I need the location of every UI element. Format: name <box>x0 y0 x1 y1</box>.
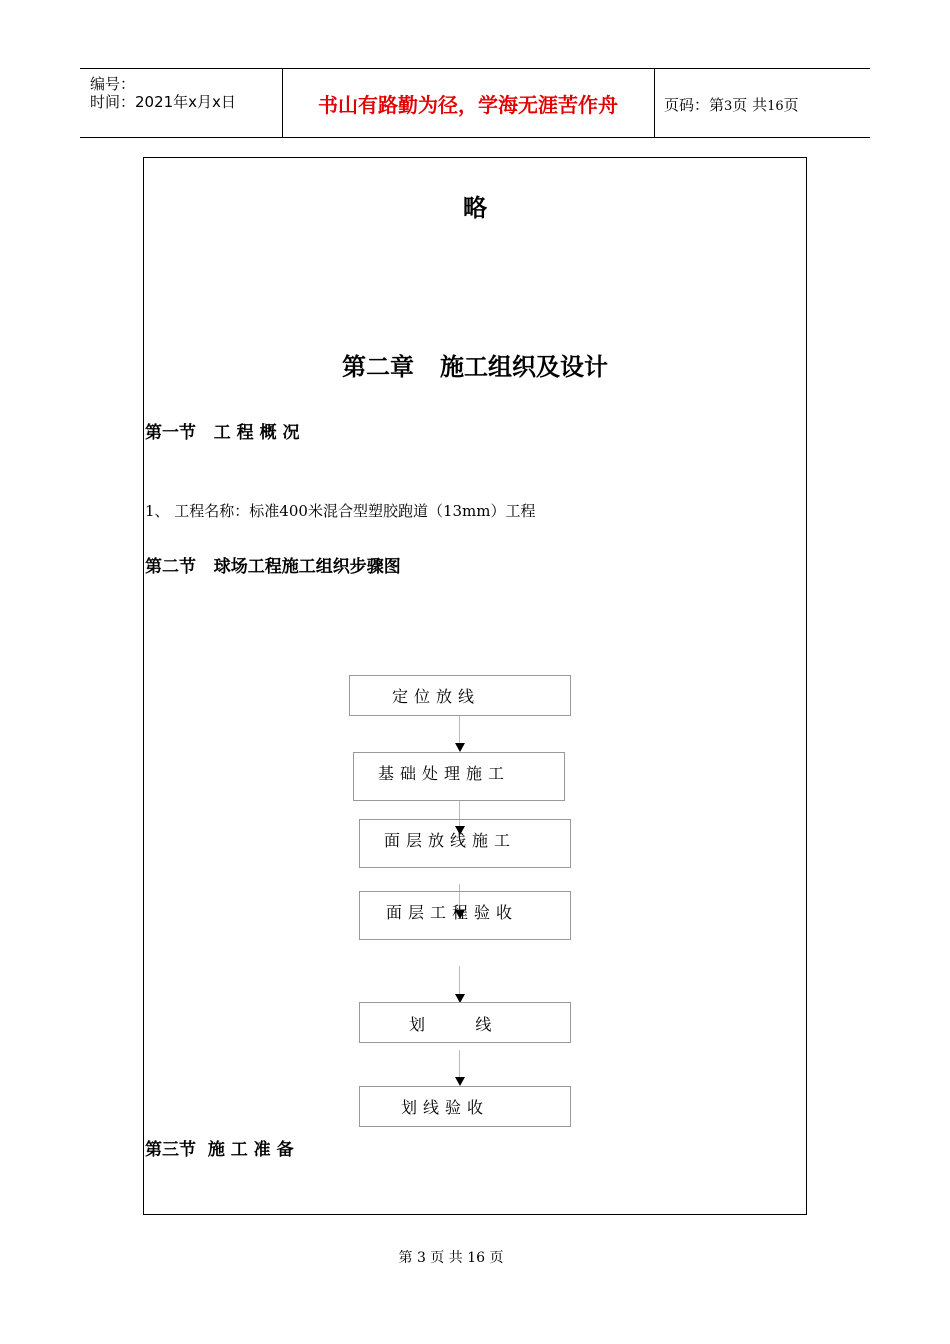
flow-step-3 <box>359 819 571 868</box>
section-heading-1: 第一节 工 程 概 况 <box>145 423 300 443</box>
flow-step-label: 划线验收 <box>401 1098 490 1117</box>
page-mid: 页 共 <box>732 96 768 114</box>
footer-page-number: 第 3 页 共 16 页 <box>398 1250 504 1266</box>
flow-step-2 <box>353 752 565 801</box>
section-heading-3: 第三节 施 工 准 备 <box>145 1140 294 1160</box>
connector-line <box>459 716 460 746</box>
header-meta-cell <box>80 69 283 137</box>
chapter-heading <box>143 347 807 382</box>
connector-line <box>459 966 460 996</box>
header-page-info <box>664 94 799 115</box>
number-label: 编号： <box>90 75 136 93</box>
flow-step-4 <box>359 891 571 940</box>
flow-step-label: 划 线 <box>409 1015 498 1034</box>
flow-step-1 <box>349 675 571 716</box>
page-current: 3 <box>724 99 733 114</box>
flow-step-label: 基础处理施工 <box>378 764 511 783</box>
chapter-number: 第二章 <box>342 353 414 381</box>
flow-step-5 <box>359 1002 571 1043</box>
header-motto: 书山有路勤为径，学海无涯苦作舟 <box>282 69 655 137</box>
connector-line <box>459 1050 460 1078</box>
omitted-marker: 略 <box>463 194 487 222</box>
arrow-down-icon <box>455 743 465 752</box>
flow-step-label: 面层放线施工 <box>384 831 517 850</box>
flow-step-label: 定位放线 <box>392 687 481 706</box>
chapter-title: 施工组织及设计 <box>440 353 608 381</box>
page-label: 页码：第 <box>664 96 725 114</box>
flow-step-label: 面层工程验收 <box>386 903 519 922</box>
page-footer <box>0 1247 950 1267</box>
time-label: 时间：2021年x月x日 <box>90 93 236 111</box>
page-header <box>80 68 870 138</box>
section-heading-2: 第二节 球场工程施工组织步骤图 <box>145 557 401 577</box>
arrow-down-icon <box>455 1077 465 1086</box>
project-name-item: 1、 工程名称：标准400米混合型塑胶跑道（13mm）工程 <box>145 502 536 520</box>
page-end: 页 <box>783 96 799 114</box>
page-total: 16 <box>767 99 784 114</box>
flow-step-6 <box>359 1086 571 1127</box>
